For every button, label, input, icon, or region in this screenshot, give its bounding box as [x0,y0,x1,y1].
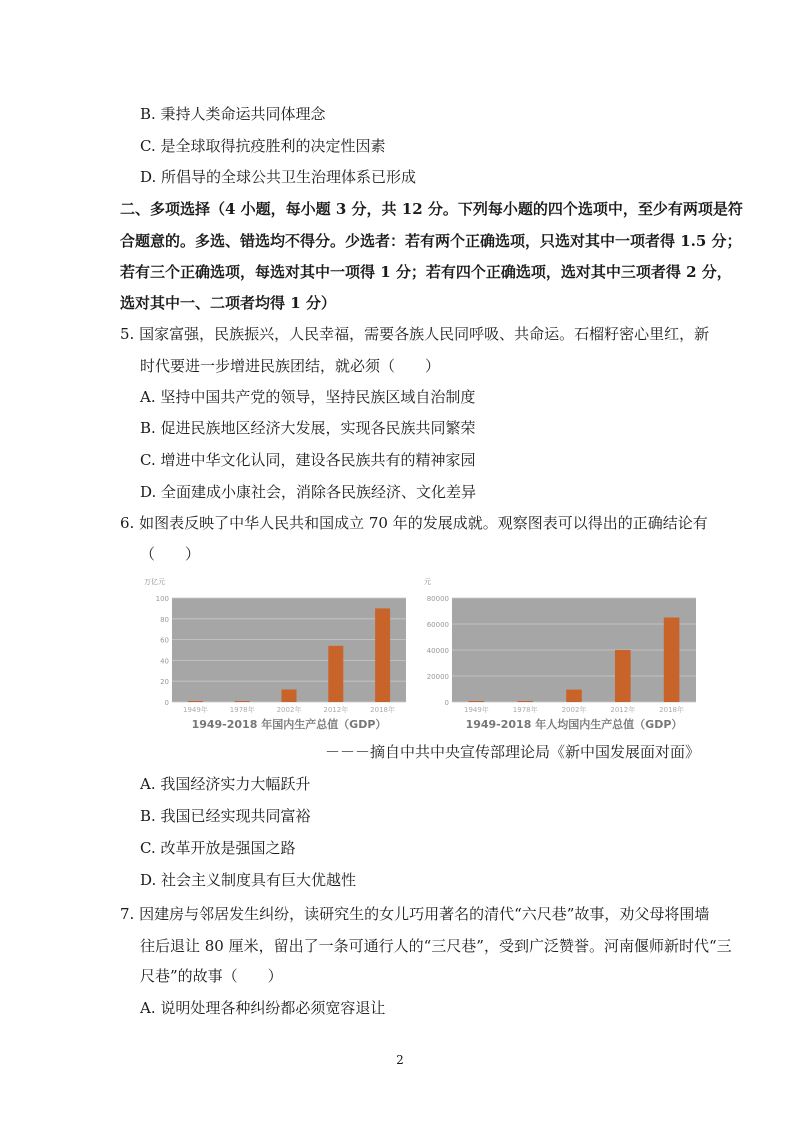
q7-stem-cont: 往后退让 80 厘米，留出了一条可通行人的“三尺巷”，受到广泛赞誉。河南偃师新时代“三 [140,937,732,955]
bar [664,618,680,703]
bar [328,646,343,702]
option-b: B. 秉持人类命运共同体理念 [140,105,326,123]
q7-stem: 7. 因建房与邻居发生纠纷，读研究生的女儿巧用著名的清代“六尺巷”故事，劝父母将围墙 [120,905,710,923]
option-c: C. 是全球取得抗疫胜利的决定性因素 [140,137,386,155]
bar [282,690,297,702]
y-tick-label: 0 [444,699,449,707]
bar [615,650,631,702]
bar [566,690,582,702]
q5-option-a: A. 坚持中国共产党的领导，坚持民族区域自治制度 [140,388,476,406]
x-tick-label: 1949年 [463,706,489,714]
bar [517,701,533,702]
q6-option-a: A. 我国经济实力大幅跃升 [140,775,311,793]
bar [375,608,390,702]
option-d: D. 所倡导的全球公共卫生治理体系已形成 [140,168,417,186]
x-tick-label: 1949年 [182,706,208,714]
section-header-line: 二、多项选择（4 小题，每小题 3 分，共 12 分。下列每小题的四个选项中，至少有两项是符 [120,200,743,218]
q6-option-d: D. 社会主义制度具有巨大优越性 [140,871,357,889]
chart-title: 1949-2018 年国内生产总值（GDP） [191,718,387,731]
x-tick-label: 2002年 [561,706,587,714]
y-tick-label: 40 [160,657,169,666]
gdp-chart [140,574,410,734]
section-header-line: 若有三个正确选项，每选对其中一项得 1 分；若有四个正确选项，选对其中三项者得 2 分， [120,263,732,281]
bar [469,701,485,702]
q6-option-c: C. 改革开放是强国之路 [140,839,296,857]
x-tick-label: 1978年 [512,706,538,714]
y-tick-label: 20 [160,678,169,687]
q6-stem: 6. 如图表反映了中华人民共和国成立 70 年的发展成就。观察图表可以得出的正确结论有 [120,514,708,532]
section-header-line: 合题意的。多选、错选均不得分。少选者：若有两个正确选项，只选对其中一项者得 1.5 分； [120,232,742,250]
chart-source: －－－摘自中共中央宣传部理论局《新中国发展面对面》 [324,743,700,761]
q5-stem-cont: 时代要进一步增进民族团结，就必须（ ） [140,357,441,375]
q5-stem: 5. 国家富强，民族振兴，人民幸福，需要各族人民同呼吸、共命运。石榴籽密心里红，新 [120,325,710,343]
y-tick-label: 80 [160,615,169,624]
q5-option-c: C. 增进中华文化认同，建设各民族共有的精神家园 [140,451,476,469]
x-tick-label: 2012年 [610,706,636,714]
q5-option-d: D. 全面建成小康社会，消除各民族经济、文化差异 [140,483,477,501]
y-unit-label: 万亿元 [144,578,165,586]
x-tick-label: 2012年 [323,706,349,714]
y-tick-label: 100 [155,595,169,603]
y-tick-label: 60 [160,636,169,645]
y-tick-label: 60000 [426,621,449,629]
q7-option-a: A. 说明处理各种纠纷都必须宽容退让 [140,999,386,1017]
x-tick-label: 2018年 [659,706,685,714]
y-tick-label: 0 [164,699,169,707]
y-tick-label: 40000 [426,647,449,655]
y-unit-label: 元 [424,578,431,586]
per-capita-gdp-chart [420,574,700,734]
q5-option-b: B. 促进民族地区经济大发展，实现各民族共同繁荣 [140,419,476,437]
chart-title: 1949-2018 年人均国内生产总值（GDP） [465,718,683,731]
y-tick-label: 80000 [426,595,449,603]
q6-stem-cont: （ ） [140,545,201,563]
section-header-line: 选对其中一、二项者均得 1 分） [120,294,336,312]
bar [188,701,203,702]
y-tick-label: 20000 [426,673,449,681]
plot-background [172,598,406,702]
x-tick-label: 1978年 [229,706,255,714]
x-tick-label: 2018年 [370,706,396,714]
q6-option-b: B. 我国已经实现共同富裕 [140,807,311,825]
x-tick-label: 2002年 [276,706,302,714]
page-number: 2 [396,1053,404,1067]
bar [235,701,250,702]
q7-stem-cont: 尺巷”的故事（ ） [140,967,283,985]
